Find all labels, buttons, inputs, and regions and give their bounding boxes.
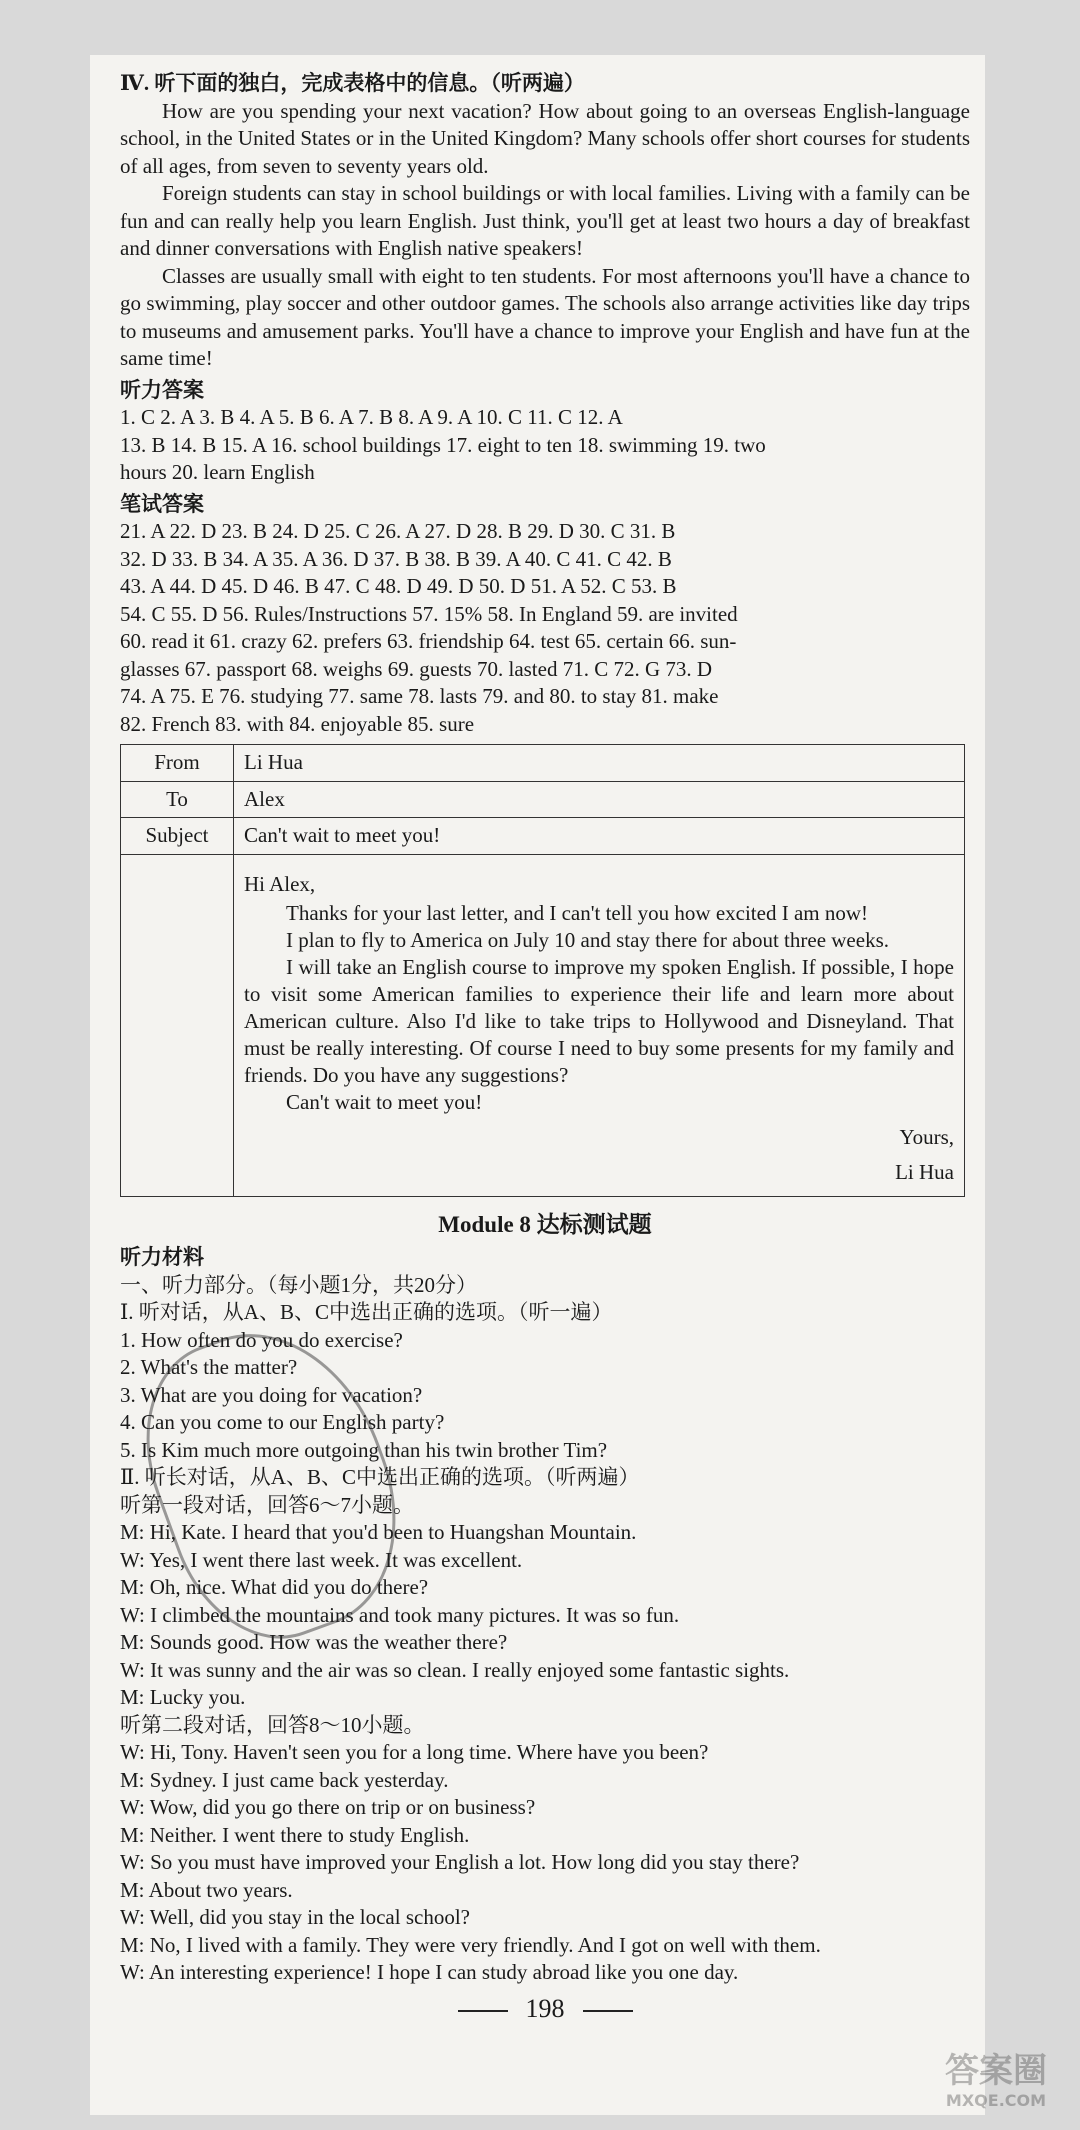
written-answer-line: 82. French 83. with 84. enjoyable 85. sure — [120, 711, 475, 736]
watermark-line2: MXQE.COM — [945, 2091, 1047, 2110]
dialogue-line: W: I climbed the mountains and took many pictures. It was so fun. — [120, 1602, 680, 1627]
listening-answer-line: 13. B 14. B 15. A 16. school buildings 17. eight to ten 18. swimming 19. two — [120, 432, 766, 457]
written-answer-line: 43. A 44. D 45. D 46. B 47. C 48. D 49. D 50. D 51. A 52. C 53. B — [120, 574, 677, 598]
written-answer-line: glasses 67. passport 68. weighs 69. guests 70. lasted 71. C 72. G 73. D — [120, 656, 713, 681]
dialogue2-intro: 听第二段对话，回答8～10小题。 — [120, 1712, 425, 1737]
section1-heading: Ⅰ. 听对话，从A、B、C中选出正确的选项。（听一遍） — [120, 1300, 613, 1324]
dialogue-line: M: Hi, Kate. I heard that you'd been to Huangshan Mountain. — [120, 1520, 637, 1544]
question-line: 2. What's the matter? — [120, 1355, 298, 1379]
email-table — [120, 744, 965, 1197]
email-body — [234, 854, 965, 1196]
email-paragraph: I will take an English course to improve my spoken English. If possible, I hope to visit some American families to experience their life and learn more about American culture. Also I'd like to take trips to Hollywood and Disneyland. That must be really interesting. Of course I need to buy some presents for my family and friends. Do you have any suggestions? — [244, 954, 954, 1087]
email-from-row — [121, 745, 965, 782]
dialogue-line: W: It was sunny and the air was so clean. I really enjoyed some fantastic sights. — [120, 1657, 790, 1682]
dialogue-line: M: About two years. — [120, 1877, 293, 1902]
page-number-dash-left — [458, 2010, 508, 2012]
listening-answer-line: 1. C 2. A 3. B 4. A 5. B 6. A 7. B 8. A 9. A 10. C 11. C 12. A — [120, 405, 623, 429]
written-answers-title: 笔试答案 — [120, 491, 204, 516]
to-value: Alex — [234, 781, 965, 818]
listening-answers-title: 听力答案 — [120, 377, 204, 402]
monologue-paragraph-3: Classes are usually small with eight to ten students. For most afternoons you'll have a chance to go swimming, play soccer and other outdoor games. The schools also arrange activities like day trips to museums and amusement parks. You'll have a chance to improve your English and have fun at the same time! — [120, 263, 970, 370]
written-answer-line: 74. A 75. E 76. studying 77. same 78. lasts 79. and 80. to stay 81. make — [120, 684, 719, 708]
section2-heading: Ⅱ. 听长对话，从A、B、C中选出正确的选项。（听两遍） — [120, 1465, 640, 1489]
monologue-paragraph-1: How are you spending your next vacation? How about going to an overseas English-language school, in the United States or in the United Kingdom? Many schools offer short courses for students of all ages, from seven to seventy years old. — [120, 98, 970, 178]
email-paragraph: I plan to fly to America on July 10 and stay there for about three weeks. — [286, 927, 889, 952]
module-title: Module 8 达标测试题 — [438, 1211, 652, 1237]
email-signature: Li Hua — [895, 1159, 954, 1184]
dialogue-line: W: An interesting experience! I hope I can study abroad like you one day. — [120, 1960, 739, 1984]
material-label: 听力材料 — [120, 1245, 204, 1269]
answer-page — [90, 55, 985, 2115]
page-number-value: 198 — [525, 1993, 565, 2023]
email-paragraph: Can't wait to meet you! — [286, 1089, 483, 1114]
site-watermark-logo — [916, 2052, 1076, 2122]
question-line: 5. Is Kim much more outgoing than his twin brother Tim? — [120, 1437, 608, 1462]
written-answer-line: 54. C 55. D 56. Rules/Instructions 57. 15% 58. In England 59. are invited — [120, 601, 738, 626]
written-answer-line: 21. A 22. D 23. B 24. D 25. C 26. A 27. D 28. B 29. D 30. C 31. B — [120, 519, 676, 543]
dialogue-line: W: So you must have improved your English a lot. How long did you stay there? — [120, 1850, 800, 1874]
subject-value: Can't wait to meet you! — [234, 818, 965, 855]
email-to-row — [121, 781, 965, 818]
dialogue-line: M: Lucky you. — [120, 1685, 246, 1709]
email-greeting: Hi Alex, — [244, 871, 316, 896]
part1-heading: 一、听力部分。（每小题1分，共20分） — [120, 1272, 477, 1297]
from-label: From — [121, 745, 234, 782]
dialogue1-intro: 听第一段对话，回答6～7小题。 — [120, 1492, 414, 1517]
page-number — [120, 1995, 970, 2023]
email-subject-row — [121, 818, 965, 855]
dialogue-line: M: Sydney. I just came back yesterday. — [120, 1767, 449, 1792]
question-line: 1. How often do you do exercise? — [120, 1327, 403, 1352]
dialogue-line: W: Wow, did you go there on trip or on business? — [120, 1795, 536, 1819]
email-paragraph: Thanks for your last letter, and I can't tell you how excited I am now! — [286, 900, 869, 925]
dialogue-line: W: Hi, Tony. Haven't seen you for a long time. Where have you been? — [120, 1740, 709, 1764]
dialogue-line: W: Yes, I went there last week. It was excellent. — [120, 1547, 523, 1572]
subject-label: Subject — [121, 818, 234, 855]
email-body-row — [121, 854, 965, 1196]
dialogue-line: M: Sounds good. How was the weather there? — [120, 1630, 508, 1654]
dialogue-line: M: Neither. I went there to study English. — [120, 1822, 470, 1847]
email-closing: Yours, — [899, 1124, 954, 1149]
part4-heading: Ⅳ. 听下面的独白，完成表格中的信息。（听两遍） — [120, 71, 585, 95]
from-value: Li Hua — [234, 745, 965, 782]
to-label: To — [121, 781, 234, 818]
dialogue-line: W: Well, did you stay in the local school? — [120, 1905, 470, 1929]
dialogue-line: M: No, I lived with a family. They were very friendly. And I got on well with them. — [120, 1932, 821, 1957]
watermark-line1: 答案圈 — [945, 2051, 1047, 2091]
written-answer-line: 60. read it 61. crazy 62. prefers 63. friendship 64. test 65. certain 66. sun- — [120, 629, 737, 653]
email-body-spacer — [121, 854, 234, 1196]
question-line: 4. Can you come to our English party? — [120, 1410, 445, 1434]
page-number-dash-right — [583, 2010, 633, 2012]
page-content — [120, 70, 970, 2022]
question-line: 3. What are you doing for vacation? — [120, 1382, 423, 1407]
monologue-paragraph-2: Foreign students can stay in school buildings or with local families. Living with a family can be fun and can really help you learn English. Just think, you'll get at least two hours a day of breakfast and dinner conversations with English native speakers! — [120, 181, 970, 260]
written-answer-line: 32. D 33. B 34. A 35. A 36. D 37. B 38. B 39. A 40. C 41. C 42. B — [120, 546, 672, 571]
dialogue-line: M: Oh, nice. What did you do there? — [120, 1575, 429, 1599]
listening-answer-line: hours 20. learn English — [120, 460, 315, 484]
